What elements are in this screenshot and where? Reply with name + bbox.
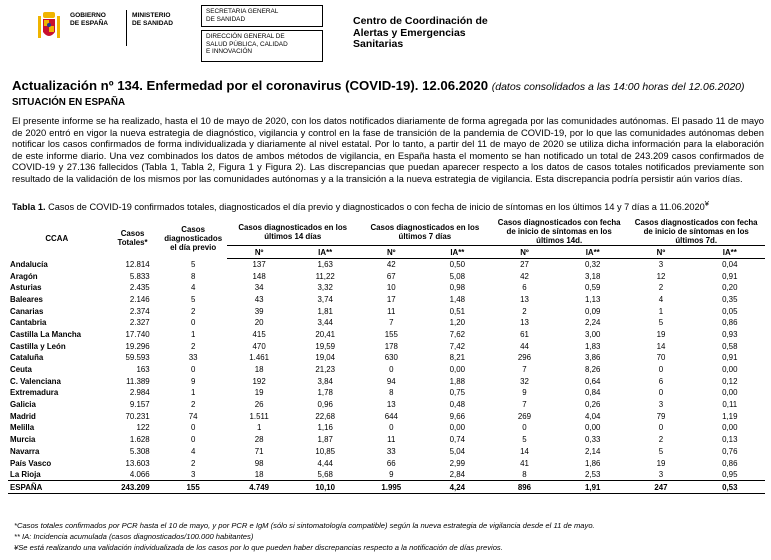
col-total: Casos Totales* (117, 229, 148, 248)
gobierno-line-2: DE ESPAÑA (70, 20, 108, 27)
table-cell: 0,75 (449, 388, 466, 398)
table-cell: 0,58 (722, 341, 738, 351)
table-cell: 11,22 (315, 271, 335, 281)
table-cell: 470 (252, 341, 266, 351)
ministerio-line-2: DE SANIDAD (132, 20, 174, 27)
table-cell: 243.209 (105, 481, 159, 494)
table-cell: 34 (254, 283, 264, 293)
table-row (8, 352, 765, 364)
table-cell: 644 (384, 411, 398, 421)
table-cell: 3,74 (317, 294, 333, 304)
table-cell: 42 (386, 260, 396, 270)
report-title-note: (datos consolidados a las 14:00 horas del 12.06.2020) (491, 81, 745, 93)
report-title-text: Actualización nº 134. Enfermedad por el coronavirus (COVID-19). 12.06.2020 (12, 78, 489, 93)
table-cell: 10,85 (315, 446, 336, 456)
table-cell: 5 (190, 259, 196, 269)
table-cell: 0,26 (585, 400, 601, 410)
table-cell: 0 (190, 435, 196, 445)
table-cell: 0,91 (722, 353, 738, 363)
table-cell: 1,48 (449, 294, 466, 304)
table-cell: 2.984 (129, 388, 150, 398)
table-cell: 0,11 (722, 400, 738, 410)
table-cell: 1,19 (722, 411, 738, 421)
ccaa-name-cell: Castilla y León (10, 341, 66, 351)
coat-of-arms-icon (36, 10, 62, 44)
table-row (8, 446, 765, 458)
table-cell: 269 (517, 411, 532, 421)
table-body (8, 259, 765, 494)
sub-n: Nº (491, 246, 558, 259)
table-cell: 2,99 (449, 458, 466, 468)
table-cell: 4,04 (585, 411, 601, 421)
table-cell: 27 (520, 260, 529, 270)
table-cell: 1,91 (558, 481, 627, 494)
table-cell: 33 (188, 353, 198, 363)
table-cell: 5 (522, 435, 527, 445)
secretaria-line-1: SECRETARIA GENERAL (206, 8, 279, 15)
table-cell: 10,10 (292, 481, 359, 494)
table-cell: 0,12 (722, 376, 738, 386)
table-cell: 4 (190, 283, 196, 293)
table-cell: 4,44 (317, 458, 333, 468)
table-cell: 5,04 (449, 446, 466, 456)
table-cell: 5 (658, 446, 664, 456)
table-cell: 1 (256, 423, 262, 433)
table-row (8, 364, 765, 376)
table-cell: 2 (658, 435, 664, 445)
table-cell: 19 (656, 458, 666, 468)
table-cell: 19.296 (125, 341, 150, 351)
table-caption-text: Casos de COVID-19 confirmados totales, diagnosticados el día previo y diagnosticados o con fecha de inicio de síntomas en los últimos 14 y 7 días a 11.06.2020 (45, 202, 705, 213)
table-cell: 0 (658, 423, 664, 433)
table-cell: 9 (389, 469, 394, 479)
table-cell: 42 (520, 271, 529, 281)
table-cell: 12.814 (125, 259, 150, 269)
col-prev-day: Casos diagnosticados el día previo (164, 224, 223, 252)
table-cell: 20,41 (315, 329, 336, 339)
table-cell: 2 (190, 458, 196, 468)
header-divider (126, 10, 127, 46)
table-cell: 1,13 (585, 294, 601, 304)
table-cell: 2.146 (129, 294, 150, 304)
table-cell: 13 (520, 318, 529, 328)
ccaes-line-2: Alertas y Emergencias (353, 26, 466, 39)
table-cell: 122 (136, 423, 150, 433)
table-cell: 13 (520, 294, 529, 304)
table-cell: 8 (190, 271, 196, 281)
table-cell: 1,88 (449, 376, 466, 386)
table-cell: 94 (386, 376, 396, 386)
table-cell: 415 (252, 329, 266, 339)
col-sint-7: Casos diagnosticados con fecha de inicio de síntomas en los últimos 7d. (627, 218, 765, 246)
table-cell: 3,32 (317, 283, 333, 293)
table-cell: 0,76 (722, 446, 738, 456)
table-cell: 8,26 (585, 365, 601, 375)
table-cell: 21,23 (315, 365, 336, 375)
table-row (8, 282, 765, 294)
col-diag-14: Casos diagnosticados en los últimos 14 días (227, 218, 359, 246)
table-cell: 4,24 (424, 481, 491, 494)
table-cell: 13.603 (125, 458, 150, 468)
ministerio-label (132, 12, 173, 28)
table-cell: 163 (136, 365, 150, 375)
table-cell: 4.749 (227, 481, 292, 494)
table-cell: 7 (389, 318, 394, 328)
sub-ia: IA** (695, 246, 765, 259)
table-cell: 26 (254, 400, 264, 410)
table-cell: 0,59 (585, 283, 601, 293)
table-cell: 0,00 (722, 365, 738, 375)
table-row (8, 469, 765, 481)
table-cell: 0,35 (722, 294, 738, 304)
direccion-line-3: E INNOVACIÓN (206, 48, 253, 55)
table-cell: 1.995 (359, 481, 424, 494)
ccaa-name-cell: C. Valenciana (10, 376, 61, 386)
table-cell: 2 (190, 400, 196, 410)
ccaes-line-3: Sanitarias (353, 38, 404, 50)
table-cell: 0,86 (722, 318, 738, 328)
table-cell: 0 (658, 365, 664, 375)
table-cell: 3,86 (585, 353, 601, 363)
ccaa-name-cell: País Vasco (10, 458, 52, 468)
sub-ia: IA** (424, 246, 491, 259)
direccion-box (201, 30, 323, 62)
table-cell: 0,50 (449, 260, 466, 270)
gobierno-line-1: GOBIERNO (70, 12, 106, 19)
ccaa-name-cell: Andalucía (10, 259, 48, 269)
table-cell: 5,08 (449, 271, 466, 281)
table-cell: 5.308 (129, 446, 150, 456)
col-diag-7: Casos diagnosticados en los últimos 7 días (359, 218, 491, 246)
table-cell: 19,04 (315, 353, 336, 363)
table-cell: 79 (656, 411, 666, 421)
table-cell: 3 (658, 400, 664, 410)
table-row (8, 399, 765, 411)
table-cell: 2 (190, 341, 196, 351)
table-cell: 0 (389, 365, 394, 375)
ccaa-name-cell: ESPAÑA (8, 481, 105, 494)
table-cell: 1,83 (585, 341, 601, 351)
table-cell: 33 (386, 446, 396, 456)
table-cell: 3 (190, 469, 196, 479)
table-cell: 0,64 (585, 376, 601, 386)
direccion-line-2: SALUD PÚBLICA, CALIDAD (206, 40, 288, 48)
table-row (8, 422, 765, 434)
table-cell: 7,62 (449, 329, 466, 339)
table-cell: 1,87 (317, 435, 333, 445)
table-cell: 1.628 (129, 435, 150, 445)
table-cell: 3,00 (585, 329, 601, 339)
ccaa-name-cell: Melilla (10, 423, 35, 433)
footnotes (14, 520, 595, 553)
ccaes-label (353, 16, 488, 51)
table-cell: 0,51 (449, 306, 466, 316)
table-cell: 8,21 (449, 353, 466, 363)
table-row (8, 317, 765, 329)
table-cell: 0,91 (722, 271, 738, 281)
ccaa-name-cell: Galicia (10, 400, 36, 410)
table-cell: 2 (522, 306, 527, 316)
ccaa-name-cell: Murcia (10, 435, 36, 445)
table-cell: 71 (254, 446, 264, 456)
ccaa-name-cell: Madrid (10, 411, 36, 421)
sub-n: Nº (359, 246, 424, 259)
table-caption (12, 199, 709, 212)
table-row (8, 410, 765, 422)
footnote-2: ** IA: Incidencia acumulada (casos diagnosticados/100.000 habitantes) (14, 532, 254, 541)
table-row (8, 294, 765, 306)
table-row (8, 329, 765, 341)
table-cell: 0,13 (722, 435, 738, 445)
table-cell: 1,81 (317, 306, 333, 316)
table-cell: 43 (254, 294, 264, 304)
table-cell: 155 (160, 481, 227, 494)
table-cell: 1 (190, 388, 196, 398)
ccaes-line-1: Centro de Coordinación de (353, 15, 488, 27)
table-cell: 3 (658, 260, 664, 270)
intro-paragraph: El presente informe se ha realizado, hasta el 10 de mayo de 2020, con los datos notificados diariamente de forma agregada por las comunidades autónomas. El pasado 11 de mayo de 2020 entró en vigor la nueva estrategia de diagnóstico, vigilancia y control en la fase de transición de la pandemia de COVID-19, por lo que las comunidades autónomas deben notificar los casos confirmados de forma individualizada y diariamente al nivel estatal. Por lo tanto, a partir del 11 de mayo de 2020 se utiliza dicha información para la elaboración de este informe diario. Una vez combinados los datos de ambos métodos de vigilancia, en España hasta el momento se han notificado un total de 243.209 casos confirmados de COVID-19 y 27.136 fallecidos (Tabla 1, Tabla 2, Figura 1 y Figura 2). Las discrepancias que puedan aparecer respecto a los datos de casos totales notificados previamente son resultado de la validación de los mismos por las comunidades autónomas y a la transición a la nueva estrategia de vigilancia. Esta discrepancia podría persistir aún varios días. (12, 115, 764, 184)
table-cell: 11 (387, 306, 396, 316)
table-cell: 2 (658, 283, 664, 293)
table-row (8, 375, 765, 387)
table-cell: 0,95 (722, 469, 738, 479)
table-cell: 18 (254, 365, 264, 375)
table-cell: 9.157 (129, 400, 150, 410)
table-cell: 0,04 (722, 260, 738, 270)
table-cell: 8 (522, 469, 527, 479)
sub-ia: IA** (558, 246, 627, 259)
footnote-3: ¥Se está realizando una validación individualizada de los casos por lo que pueden haber discrepancias respecto a la notificación de días previos. (14, 543, 503, 552)
table-cell: 5.833 (129, 271, 150, 281)
table-cell: 7 (522, 400, 527, 410)
table-cell: 148 (252, 271, 266, 281)
table-cell: 5 (190, 294, 196, 304)
table-cell: 20 (254, 318, 264, 328)
table-cell: 22,68 (315, 411, 336, 421)
col-sint-14: Casos diagnosticados con fecha de inicio de síntomas en los últimos 14d. (491, 218, 627, 246)
table-cell: 9 (190, 376, 196, 386)
sub-ia: IA** (292, 246, 359, 259)
table-cell: 1,16 (317, 423, 333, 433)
table-row (8, 340, 765, 352)
footnote-1: *Casos totales confirmados por PCR hasta el 10 de mayo, y por PCR e IgM (sólo si sintomatología compatible) según la nueva estrategia de vigilancia desde el 11 de mayo. (14, 521, 595, 530)
section-heading: SITUACIÓN EN ESPAÑA (12, 97, 126, 108)
table-cell: 0 (389, 423, 394, 433)
table-cell: 0,84 (585, 388, 601, 398)
table-cell: 9,66 (449, 411, 466, 421)
ccaa-name-cell: Extremadura (10, 388, 59, 398)
table-cell: 3,18 (585, 271, 601, 281)
table-cell: 14 (656, 341, 666, 351)
table-cell: 1,20 (449, 318, 466, 328)
table-cell: 8 (389, 388, 394, 398)
table-cell: 0,00 (449, 423, 466, 433)
table-row (8, 457, 765, 469)
table-cell: 59.593 (125, 353, 150, 363)
table-cell: 67 (386, 271, 396, 281)
table-cell: 66 (386, 458, 396, 468)
table-cell: 4 (658, 294, 664, 304)
report-title (12, 78, 745, 93)
table-cell: 2 (190, 306, 196, 316)
table-cell: 2.374 (129, 306, 150, 316)
table-cell: 0 (190, 423, 196, 433)
table-cell: 14 (520, 446, 529, 456)
table-row (8, 434, 765, 446)
table-cell: 9 (522, 388, 527, 398)
ccaa-name-cell: Castilla La Mancha (10, 329, 82, 339)
table-cell: 0 (190, 365, 196, 375)
table-cell: 0,98 (449, 283, 466, 293)
table-cell: 0,00 (585, 423, 601, 433)
table-cell: 1,78 (317, 388, 333, 398)
table-cell: 19 (656, 329, 666, 339)
table-cell: 70.231 (125, 411, 150, 421)
table-cell: 10 (386, 283, 396, 293)
table-cell: 13 (386, 400, 396, 410)
ccaa-name-cell: Asturias (10, 283, 42, 293)
table-caption-label: Tabla 1. (12, 202, 46, 213)
sub-n: Nº (227, 246, 292, 259)
table-cell: 19,59 (315, 341, 336, 351)
table-caption-sup: ¥ (704, 199, 709, 208)
table-cell: 74 (188, 411, 198, 421)
table-cell: 98 (254, 458, 264, 468)
table-cell: 17 (386, 294, 396, 304)
table-cell: 155 (384, 329, 398, 339)
table-cell: 11 (387, 435, 396, 445)
table-cell: 296 (517, 353, 532, 363)
table-cell: 0,48 (449, 400, 466, 410)
table-cell: 0,53 (695, 481, 765, 494)
ccaa-name-cell: Ceuta (10, 365, 32, 375)
table-cell: 61 (520, 329, 529, 339)
ccaa-name-cell: La Rioja (10, 469, 41, 479)
direccion-line-1: DIRECCIÓN GENERAL DE (206, 33, 285, 40)
table-cell: 19 (254, 388, 264, 398)
table-cell: 70 (656, 353, 666, 363)
table-cell: 1,63 (317, 260, 333, 270)
table-cell: 0,20 (722, 283, 738, 293)
table-cell: 0,09 (585, 306, 601, 316)
table-cell: 0,32 (585, 260, 601, 270)
table-cell: 32 (520, 376, 529, 386)
table-cell: 1,86 (585, 458, 601, 468)
ccaa-name-cell: Cantabria (10, 318, 47, 328)
sub-n: Nº (627, 246, 694, 259)
table-cell: 6 (522, 283, 527, 293)
ccaa-name-cell: Aragón (10, 271, 38, 281)
table-cell: 0,33 (585, 435, 601, 445)
ministerio-line-1: MINISTERIO (132, 12, 171, 19)
table-cell: 0 (658, 388, 664, 398)
ccaa-name-cell: Canarias (10, 306, 44, 316)
table-cell: 0,00 (722, 423, 738, 433)
table-cell: 0,96 (317, 400, 333, 410)
table-cell: 3,44 (317, 318, 333, 328)
table-cell: 2,24 (585, 318, 601, 328)
table-cell: 3,84 (317, 376, 333, 386)
table-cell: 41 (520, 458, 529, 468)
table-cell: 2,84 (449, 469, 466, 479)
ccaa-name-cell: Baleares (10, 294, 43, 304)
table-cell: 1 (658, 306, 664, 316)
table-cell: 44 (520, 341, 529, 351)
table-cell: 17.740 (125, 329, 150, 339)
table-row (8, 387, 765, 399)
table-cell: 0,00 (722, 388, 738, 398)
table-cell: 0,93 (722, 329, 738, 339)
table-cell: 0 (522, 423, 527, 433)
table-cell: 39 (254, 306, 264, 316)
table-row (8, 259, 765, 271)
ccaa-name-cell: Navarra (10, 446, 40, 456)
table-cell: 4 (190, 446, 196, 456)
table-cell: 1.461 (249, 353, 269, 363)
table-cell: 7 (522, 365, 527, 375)
table-cell: 2,53 (585, 469, 601, 479)
gobierno-label (70, 12, 108, 28)
table-cell: 0,00 (449, 365, 466, 375)
table-cell: 0,86 (722, 458, 738, 468)
table-cell: 18 (254, 469, 264, 479)
table-row (8, 305, 765, 317)
table-cell: 896 (491, 481, 558, 494)
table-row (8, 270, 765, 282)
table-total-row (8, 481, 765, 494)
table-cell: 11.389 (126, 376, 150, 386)
table-cell: 1.511 (249, 411, 269, 421)
col-ccaa: CCAA (45, 233, 69, 243)
table-cell: 137 (252, 260, 266, 270)
table-cell: 630 (384, 353, 398, 363)
table-cell: 2.435 (129, 283, 150, 293)
table-cell: 2,14 (585, 446, 601, 456)
table-cell: 2.327 (129, 318, 150, 328)
table-cell: 6 (658, 376, 664, 386)
table-cell: 0,74 (449, 435, 466, 445)
table-cell: 178 (384, 341, 398, 351)
table-cell: 12 (656, 271, 666, 281)
table-cell: 5 (658, 318, 664, 328)
table-cell: 3 (658, 469, 664, 479)
covid-cases-table (8, 218, 765, 494)
document-header (0, 0, 771, 64)
table-cell: 192 (252, 376, 266, 386)
table-cell: 5,68 (317, 469, 333, 479)
table-cell: 4.066 (129, 469, 150, 479)
secretaria-box (201, 5, 323, 27)
table-cell: 1 (190, 329, 196, 339)
ccaa-name-cell: Cataluña (10, 353, 44, 363)
table-cell: 28 (254, 435, 264, 445)
table-cell: 0,05 (722, 306, 738, 316)
secretaria-line-2: DE SANIDAD (206, 15, 246, 23)
table-cell: 0 (190, 318, 196, 328)
table-cell: 7,42 (449, 341, 466, 351)
table-cell: 247 (627, 481, 694, 494)
